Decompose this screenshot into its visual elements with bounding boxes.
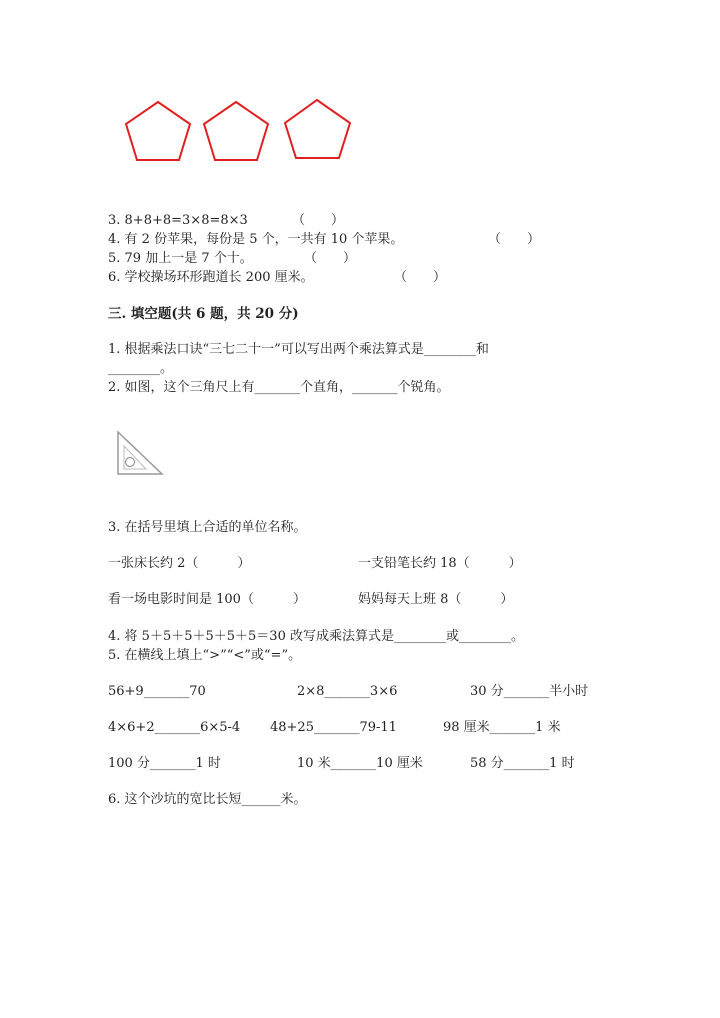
pentagon-2 [204, 102, 268, 160]
pentagons-figure [118, 96, 358, 166]
pentagon-3 [285, 100, 350, 158]
judge-q6-paren[interactable]: （ ） [394, 270, 447, 285]
unit-item: 一支铅笔长约 18（ ） [358, 556, 522, 571]
unit-item: 妈妈每天上班 8（ ） [358, 592, 514, 607]
compare-item: 2×8_______3×6 [297, 684, 398, 699]
fill-q4: 4. 将 5＋5＋5＋5＋5＋5＝30 改写成乘法算式是________或________。 [108, 629, 524, 644]
compare-item: 4×6+2_______6×5-4 [108, 720, 241, 735]
judge-q6-text: 6. 学校操场环形跑道长 200 厘米。 [108, 270, 314, 285]
compare-item: 58 分_______1 时 [470, 756, 575, 771]
triangle-hole [126, 458, 135, 467]
judge-q3-text: 3. 8+8+8=3×8=8×3 [108, 213, 248, 228]
section-title: 三. 填空题(共 6 题，共 20 分) [108, 306, 299, 322]
compare-item: 100 分_______1 时 [108, 756, 221, 771]
unit-item: 看一场电影时间是 100（ ） [108, 592, 306, 607]
fill-q3-title: 3. 在括号里填上合适的单位名称。 [108, 520, 307, 535]
pentagon-1 [126, 102, 190, 160]
compare-item: 98 厘米_______1 米 [443, 720, 561, 735]
fill-q2: 2. 如图，这个三角尺上有_______个直角，_______个锐角。 [108, 380, 450, 395]
judge-q4-text: 4. 有 2 份苹果，每份是 5 个，一共有 10 个苹果。 [108, 232, 404, 247]
compare-item: 30 分_______半小时 [470, 684, 589, 699]
judge-q4-paren[interactable]: （ ） [488, 232, 541, 247]
fill-q1-line2: ________。 [108, 361, 174, 376]
judge-q5-text: 5. 79 加上一是 7 个十。 [108, 251, 253, 266]
judge-q3-paren[interactable]: （ ） [292, 213, 345, 228]
judge-q5-paren[interactable]: （ ） [304, 251, 357, 266]
compare-item: 48+25_______79-11 [270, 720, 397, 735]
compare-item: 56+9_______70 [108, 684, 206, 699]
fill-q6: 6. 这个沙坑的宽比长短______米。 [108, 792, 307, 807]
unit-item: 一张床长约 2（ ） [108, 556, 251, 571]
fill-q1-line1: 1. 根据乘法口诀“三七二十一”可以写出两个乘法算式是________和 [108, 342, 489, 357]
fill-q5-title: 5. 在横线上填上“>”“<”或“=”。 [108, 648, 302, 663]
triangle-outer [118, 432, 162, 474]
compare-item: 10 米_______10 厘米 [297, 756, 423, 771]
set-square-figure [112, 428, 166, 480]
